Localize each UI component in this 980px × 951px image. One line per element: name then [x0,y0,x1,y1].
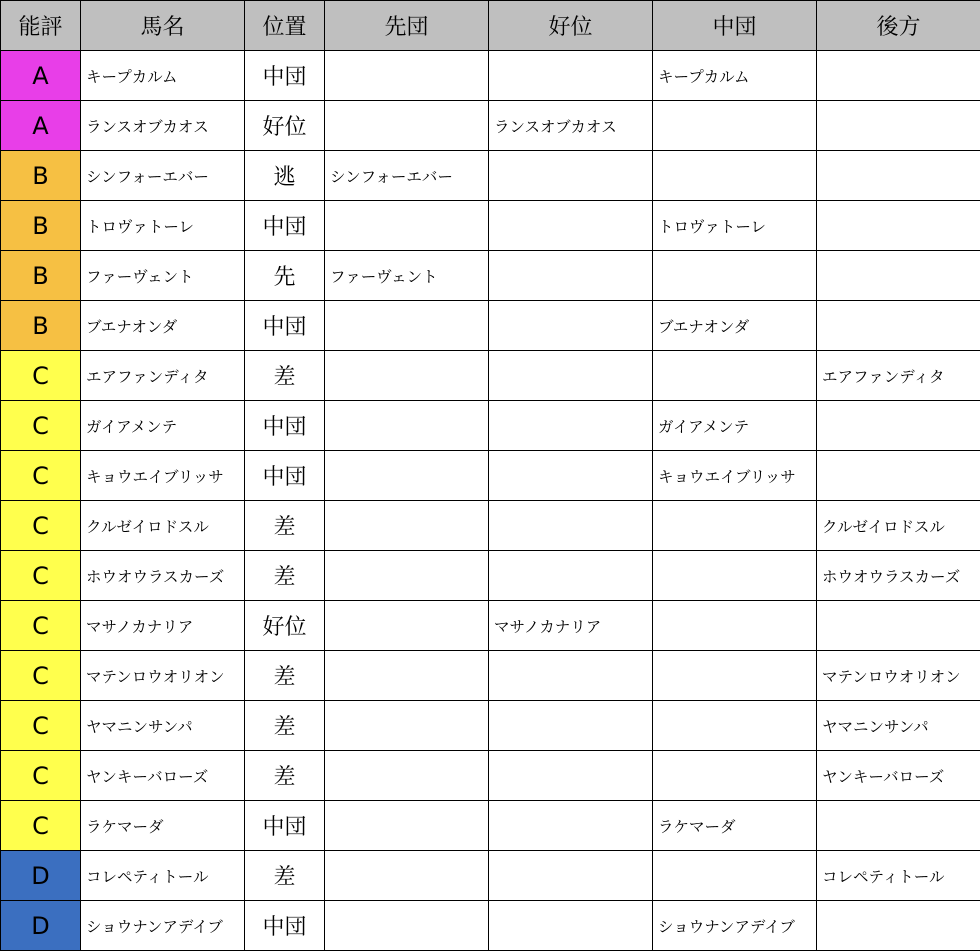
front-group-cell: シンフォーエバー [325,151,489,201]
good-position-cell [489,851,653,901]
position-cell: 中団 [245,51,325,101]
front-group-cell [325,751,489,801]
horse-name-cell: ショウナンアデイブ [81,901,245,951]
rear-cell: ホウオウラスカーズ [817,551,980,601]
front-group-cell [325,101,489,151]
table-row [1,801,980,851]
horse-name-cell: シンフォーエバー [81,151,245,201]
mid-group-cell [653,601,817,651]
table-row [1,451,980,501]
table-row [1,701,980,751]
horse-name-cell: ラケマーダ [81,801,245,851]
good-position-cell: マサノカナリア [489,601,653,651]
rating-cell: D [1,851,81,901]
position-cell: 中団 [245,401,325,451]
front-group-cell [325,451,489,501]
table-row [1,751,980,801]
position-cell: 中団 [245,801,325,851]
table-row [1,151,980,201]
horse-name-cell: ファーヴェント [81,251,245,301]
rear-cell: エアファンディタ [817,351,980,401]
rear-cell [817,101,980,151]
front-group-cell [325,51,489,101]
rating-cell: B [1,151,81,201]
rear-cell: マテンロウオリオン [817,651,980,701]
front-group-cell [325,901,489,951]
good-position-cell [489,801,653,851]
rating-cell: A [1,51,81,101]
mid-group-cell [653,351,817,401]
horse-name-cell: キョウエイブリッサ [81,451,245,501]
rating-cell: C [1,651,81,701]
mid-group-cell [653,851,817,901]
mid-group-cell [653,651,817,701]
position-cell: 中団 [245,451,325,501]
table-row [1,851,980,901]
rear-cell: コレペティトール [817,851,980,901]
good-position-cell [489,51,653,101]
good-position-cell [489,201,653,251]
good-position-cell [489,501,653,551]
horse-name-cell: マテンロウオリオン [81,651,245,701]
front-group-cell [325,601,489,651]
rear-cell [817,901,980,951]
header-front-group: 先団 [325,1,489,51]
rating-cell: B [1,201,81,251]
horse-name-cell: クルゼイロドスル [81,501,245,551]
position-cell: 中団 [245,901,325,951]
position-cell: 差 [245,751,325,801]
mid-group-cell [653,251,817,301]
mid-group-cell [653,501,817,551]
rear-cell [817,201,980,251]
rating-cell: B [1,301,81,351]
mid-group-cell [653,751,817,801]
rating-cell: C [1,701,81,751]
horse-name-cell: コレペティトール [81,851,245,901]
position-cell: 差 [245,701,325,751]
rear-cell: ヤマニンサンパ [817,701,980,751]
mid-group-cell [653,101,817,151]
horse-name-cell: キープカルム [81,51,245,101]
table-row [1,301,980,351]
table-row [1,551,980,601]
mid-group-cell: ガイアメンテ [653,401,817,451]
front-group-cell: ファーヴェント [325,251,489,301]
table-row [1,51,980,101]
header-good-position: 好位 [489,1,653,51]
header-horse-name: 馬名 [81,1,245,51]
front-group-cell [325,651,489,701]
front-group-cell [325,501,489,551]
rear-cell: クルゼイロドスル [817,501,980,551]
mid-group-cell: ブエナオンダ [653,301,817,351]
horse-name-cell: エアファンディタ [81,351,245,401]
mid-group-cell: トロヴァトーレ [653,201,817,251]
horse-name-cell: ランスオブカオス [81,101,245,151]
header-rear: 後方 [817,1,980,51]
table-row [1,501,980,551]
good-position-cell [489,251,653,301]
good-position-cell [489,301,653,351]
rating-cell: C [1,801,81,851]
rear-cell [817,301,980,351]
front-group-cell [325,401,489,451]
good-position-cell [489,551,653,601]
position-cell: 差 [245,551,325,601]
good-position-cell [489,451,653,501]
mid-group-cell [653,551,817,601]
horse-name-cell: マサノカナリア [81,601,245,651]
front-group-cell [325,301,489,351]
front-group-cell [325,701,489,751]
horse-name-cell: ヤマニンサンパ [81,701,245,751]
front-group-cell [325,351,489,401]
rating-cell: C [1,551,81,601]
good-position-cell [489,651,653,701]
rating-cell: C [1,501,81,551]
position-cell: 差 [245,351,325,401]
position-cell: 差 [245,851,325,901]
rating-cell: C [1,351,81,401]
front-group-cell [325,201,489,251]
rear-cell [817,251,980,301]
position-cell: 好位 [245,601,325,651]
position-cell: 中団 [245,301,325,351]
position-cell: 逃 [245,151,325,201]
rating-cell: A [1,101,81,151]
rating-cell: C [1,751,81,801]
good-position-cell [489,351,653,401]
front-group-cell [325,551,489,601]
table-row [1,401,980,451]
table-row [1,101,980,151]
rear-cell [817,151,980,201]
header-mid-group: 中団 [653,1,817,51]
rear-cell [817,601,980,651]
table-row [1,201,980,251]
good-position-cell [489,901,653,951]
rear-cell [817,51,980,101]
rating-cell: C [1,451,81,501]
mid-group-cell: キョウエイブリッサ [653,451,817,501]
good-position-cell [489,701,653,751]
table-row [1,351,980,401]
position-cell: 好位 [245,101,325,151]
good-position-cell [489,401,653,451]
header-position: 位置 [245,1,325,51]
mid-group-cell [653,701,817,751]
rating-cell: C [1,601,81,651]
table-row [1,251,980,301]
table-body [1,51,980,951]
horse-name-cell: ホウオウラスカーズ [81,551,245,601]
horse-name-cell: ブエナオンダ [81,301,245,351]
horse-name-cell: トロヴァトーレ [81,201,245,251]
mid-group-cell: ショウナンアデイブ [653,901,817,951]
good-position-cell [489,151,653,201]
rating-cell: C [1,401,81,451]
rear-cell [817,451,980,501]
header-rating: 能評 [1,1,81,51]
header-row [1,1,980,51]
position-cell: 先 [245,251,325,301]
front-group-cell [325,801,489,851]
horse-name-cell: ガイアメンテ [81,401,245,451]
rear-cell [817,801,980,851]
table-row [1,901,980,951]
position-cell: 差 [245,651,325,701]
rating-cell: D [1,901,81,951]
mid-group-cell: ラケマーダ [653,801,817,851]
table-row [1,651,980,701]
table-row [1,601,980,651]
position-cell: 差 [245,501,325,551]
horse-name-cell: ヤンキーバローズ [81,751,245,801]
rear-cell: ヤンキーバローズ [817,751,980,801]
good-position-cell: ランスオブカオス [489,101,653,151]
front-group-cell [325,851,489,901]
position-cell: 中団 [245,201,325,251]
rear-cell [817,401,980,451]
rating-cell: B [1,251,81,301]
good-position-cell [489,751,653,801]
mid-group-cell: キープカルム [653,51,817,101]
mid-group-cell [653,151,817,201]
